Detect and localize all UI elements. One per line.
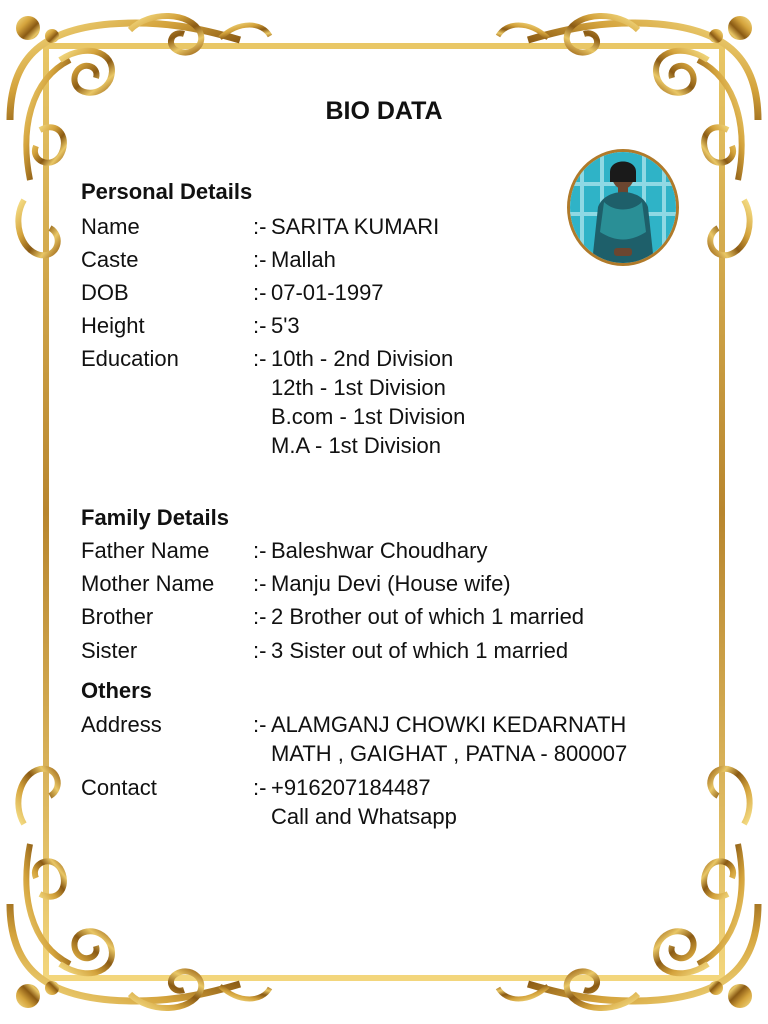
address-value: [271, 710, 627, 768]
caste-label: Caste: [81, 247, 139, 272]
separator: :-: [253, 247, 267, 272]
separator: :-: [253, 538, 267, 563]
mother-value: Manju Devi (House wife): [271, 571, 511, 596]
contact-note: Call and Whatsapp: [271, 804, 457, 829]
father-value: Baleshwar Choudhary: [271, 538, 488, 563]
education-label: Education: [81, 346, 179, 371]
dob-value: 07-01-1997: [271, 280, 384, 305]
section-heading-family: Family Details: [81, 505, 229, 530]
education-line: 10th - 2nd Division: [271, 346, 454, 371]
separator: :-: [253, 280, 267, 305]
separator: :-: [253, 346, 267, 371]
education-value: [271, 344, 465, 460]
sister-value: 3 Sister out of which 1 married: [271, 638, 569, 663]
brother-label: Brother: [81, 604, 154, 629]
section-heading-others: Others: [81, 678, 152, 703]
page-title: BIO DATA: [325, 97, 443, 125]
address-line: MATH , GAIGHAT , PATNA - 800007: [271, 741, 628, 766]
sister-label: Sister: [81, 638, 138, 663]
education-line: M.A - 1st Division: [271, 433, 441, 458]
separator: :-: [253, 604, 267, 629]
separator: :-: [253, 638, 267, 663]
dob-label: DOB: [81, 280, 129, 305]
height-value: 5'3: [271, 313, 300, 338]
contact-label: Contact: [81, 775, 157, 800]
education-line: B.com - 1st Division: [271, 404, 466, 429]
father-label: Father Name: [81, 538, 210, 563]
height-label: Height: [81, 313, 145, 338]
separator: :-: [253, 775, 267, 800]
name-label: Name: [81, 214, 140, 239]
separator: :-: [253, 712, 267, 737]
separator: :-: [253, 214, 267, 239]
brother-value: 2 Brother out of which 1 married: [271, 604, 585, 629]
mother-label: Mother Name: [81, 571, 215, 596]
contact-phone: +916207184487: [271, 775, 431, 800]
separator: :-: [253, 571, 267, 596]
education-line: 12th - 1st Division: [271, 375, 446, 400]
caste-value: Mallah: [271, 247, 336, 272]
section-heading-personal: Personal Details: [81, 179, 253, 204]
address-label: Address: [81, 712, 162, 737]
separator: :-: [253, 313, 267, 338]
contact-value: [271, 773, 457, 831]
name-value: SARITA KUMARI: [271, 214, 440, 239]
profile-photo: [567, 149, 679, 266]
address-line: ALAMGANJ CHOWKI KEDARNATH: [271, 712, 627, 737]
